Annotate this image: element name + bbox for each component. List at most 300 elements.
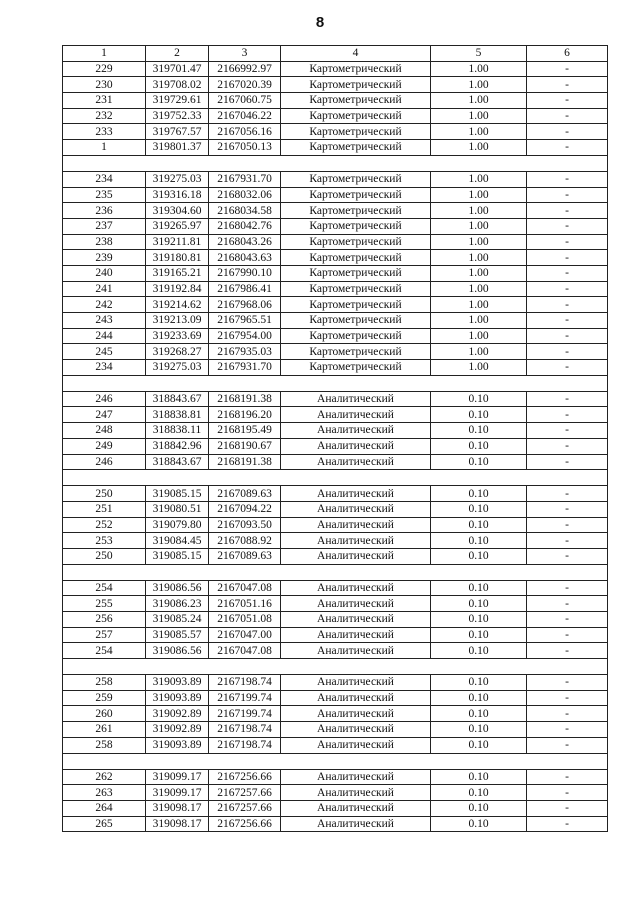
y-coordinate-cell: 2168042.76 — [209, 218, 281, 234]
y-coordinate-cell: 2167047.08 — [209, 643, 281, 659]
point-number-cell: 243 — [63, 313, 146, 329]
method-cell: Аналитический — [281, 596, 431, 612]
y-coordinate-cell: 2167089.63 — [209, 548, 281, 564]
method-cell: Аналитический — [281, 785, 431, 801]
accuracy-cell: 1.00 — [431, 297, 527, 313]
x-coordinate-cell: 318838.81 — [146, 407, 209, 423]
table-row — [63, 816, 608, 832]
accuracy-cell: 0.10 — [431, 580, 527, 596]
table-row — [63, 643, 608, 659]
method-cell: Картометрический — [281, 328, 431, 344]
table-row — [63, 124, 608, 140]
description-cell: - — [527, 627, 608, 643]
description-cell: - — [527, 486, 608, 502]
table-row — [63, 596, 608, 612]
accuracy-cell: 1.00 — [431, 140, 527, 156]
table-row — [63, 140, 608, 156]
y-coordinate-cell: 2167056.16 — [209, 124, 281, 140]
table-row — [63, 785, 608, 801]
separator-row — [63, 564, 608, 580]
y-coordinate-cell: 2167088.92 — [209, 533, 281, 549]
x-coordinate-cell: 319211.81 — [146, 234, 209, 250]
accuracy-cell: 0.10 — [431, 407, 527, 423]
table-row — [63, 407, 608, 423]
point-number-cell: 258 — [63, 737, 146, 753]
accuracy-cell: 1.00 — [431, 218, 527, 234]
x-coordinate-cell: 319093.89 — [146, 675, 209, 691]
description-cell: - — [527, 93, 608, 109]
x-coordinate-cell: 319275.03 — [146, 360, 209, 376]
table-row — [63, 391, 608, 407]
y-coordinate-cell: 2166992.97 — [209, 61, 281, 77]
y-coordinate-cell: 2167931.70 — [209, 360, 281, 376]
y-coordinate-cell: 2167198.74 — [209, 675, 281, 691]
x-coordinate-cell: 319099.17 — [146, 785, 209, 801]
description-cell: - — [527, 344, 608, 360]
method-cell: Аналитический — [281, 612, 431, 628]
x-coordinate-cell: 318843.67 — [146, 454, 209, 470]
table-row — [63, 265, 608, 281]
x-coordinate-cell: 319192.84 — [146, 281, 209, 297]
y-coordinate-cell: 2167094.22 — [209, 501, 281, 517]
column-header-5: 5 — [431, 46, 527, 62]
table-row — [63, 108, 608, 124]
coordinates-table — [62, 45, 608, 832]
method-cell: Картометрический — [281, 61, 431, 77]
point-number-cell: 236 — [63, 203, 146, 219]
y-coordinate-cell: 2167051.08 — [209, 612, 281, 628]
accuracy-cell: 1.00 — [431, 61, 527, 77]
accuracy-cell: 0.10 — [431, 533, 527, 549]
accuracy-cell: 0.10 — [431, 675, 527, 691]
accuracy-cell: 0.10 — [431, 438, 527, 454]
method-cell: Аналитический — [281, 407, 431, 423]
x-coordinate-cell: 319084.45 — [146, 533, 209, 549]
description-cell: - — [527, 391, 608, 407]
point-number-cell: 234 — [63, 171, 146, 187]
point-number-cell: 260 — [63, 706, 146, 722]
x-coordinate-cell: 319085.57 — [146, 627, 209, 643]
table-row — [63, 533, 608, 549]
table-row — [63, 281, 608, 297]
table-row — [63, 93, 608, 109]
accuracy-cell: 0.10 — [431, 423, 527, 439]
table-row — [63, 769, 608, 785]
separator-row — [63, 470, 608, 486]
y-coordinate-cell: 2167060.75 — [209, 93, 281, 109]
separator-cell — [63, 375, 608, 391]
table-row — [63, 171, 608, 187]
y-coordinate-cell: 2167093.50 — [209, 517, 281, 533]
y-coordinate-cell: 2167965.51 — [209, 313, 281, 329]
y-coordinate-cell: 2167020.39 — [209, 77, 281, 93]
separator-row — [63, 375, 608, 391]
accuracy-cell: 0.10 — [431, 800, 527, 816]
point-number-cell: 255 — [63, 596, 146, 612]
table-row — [63, 187, 608, 203]
point-number-cell: 264 — [63, 800, 146, 816]
point-number-cell: 263 — [63, 785, 146, 801]
point-number-cell: 250 — [63, 548, 146, 564]
description-cell: - — [527, 281, 608, 297]
description-cell: - — [527, 501, 608, 517]
description-cell: - — [527, 187, 608, 203]
y-coordinate-cell: 2167990.10 — [209, 265, 281, 281]
point-number-cell: 240 — [63, 265, 146, 281]
accuracy-cell: 0.10 — [431, 706, 527, 722]
table-row — [63, 61, 608, 77]
x-coordinate-cell: 319275.03 — [146, 171, 209, 187]
point-number-cell: 265 — [63, 816, 146, 832]
x-coordinate-cell: 319265.97 — [146, 218, 209, 234]
description-cell: - — [527, 596, 608, 612]
table-row — [63, 360, 608, 376]
accuracy-cell: 1.00 — [431, 203, 527, 219]
accuracy-cell: 1.00 — [431, 108, 527, 124]
description-cell: - — [527, 533, 608, 549]
method-cell: Картометрический — [281, 360, 431, 376]
method-cell: Картометрический — [281, 108, 431, 124]
accuracy-cell: 1.00 — [431, 265, 527, 281]
description-cell: - — [527, 438, 608, 454]
x-coordinate-cell: 319233.69 — [146, 328, 209, 344]
accuracy-cell: 1.00 — [431, 234, 527, 250]
accuracy-cell: 0.10 — [431, 486, 527, 502]
method-cell: Аналитический — [281, 454, 431, 470]
x-coordinate-cell: 319268.27 — [146, 344, 209, 360]
description-cell: - — [527, 423, 608, 439]
point-number-cell: 231 — [63, 93, 146, 109]
y-coordinate-cell: 2167198.74 — [209, 737, 281, 753]
accuracy-cell: 0.10 — [431, 722, 527, 738]
description-cell: - — [527, 124, 608, 140]
point-number-cell: 235 — [63, 187, 146, 203]
table-row — [63, 737, 608, 753]
method-cell: Аналитический — [281, 675, 431, 691]
accuracy-cell: 1.00 — [431, 344, 527, 360]
description-cell: - — [527, 77, 608, 93]
column-header-6: 6 — [527, 46, 608, 62]
accuracy-cell: 0.10 — [431, 391, 527, 407]
accuracy-cell: 0.10 — [431, 596, 527, 612]
method-cell: Аналитический — [281, 391, 431, 407]
y-coordinate-cell: 2167198.74 — [209, 722, 281, 738]
description-cell: - — [527, 675, 608, 691]
description-cell: - — [527, 234, 608, 250]
x-coordinate-cell: 319092.89 — [146, 706, 209, 722]
method-cell: Картометрический — [281, 187, 431, 203]
method-cell: Картометрический — [281, 203, 431, 219]
accuracy-cell: 1.00 — [431, 77, 527, 93]
description-cell: - — [527, 108, 608, 124]
description-cell: - — [527, 203, 608, 219]
table-row — [63, 297, 608, 313]
column-header-3: 3 — [209, 46, 281, 62]
point-number-cell: 230 — [63, 77, 146, 93]
y-coordinate-cell: 2168191.38 — [209, 454, 281, 470]
method-cell: Аналитический — [281, 627, 431, 643]
x-coordinate-cell: 318842.96 — [146, 438, 209, 454]
method-cell: Картометрический — [281, 93, 431, 109]
method-cell: Аналитический — [281, 486, 431, 502]
point-number-cell: 262 — [63, 769, 146, 785]
point-number-cell: 251 — [63, 501, 146, 517]
method-cell: Картометрический — [281, 250, 431, 266]
y-coordinate-cell: 2167968.06 — [209, 297, 281, 313]
separator-cell — [63, 753, 608, 769]
y-coordinate-cell: 2168191.38 — [209, 391, 281, 407]
y-coordinate-cell: 2167047.08 — [209, 580, 281, 596]
method-cell: Аналитический — [281, 643, 431, 659]
accuracy-cell: 1.00 — [431, 171, 527, 187]
description-cell: - — [527, 800, 608, 816]
y-coordinate-cell: 2167047.00 — [209, 627, 281, 643]
y-coordinate-cell: 2167046.22 — [209, 108, 281, 124]
x-coordinate-cell: 319165.21 — [146, 265, 209, 281]
description-cell: - — [527, 61, 608, 77]
x-coordinate-cell: 319086.23 — [146, 596, 209, 612]
point-number-cell: 246 — [63, 454, 146, 470]
accuracy-cell: 0.10 — [431, 769, 527, 785]
description-cell: - — [527, 517, 608, 533]
x-coordinate-cell: 319214.62 — [146, 297, 209, 313]
x-coordinate-cell: 319801.37 — [146, 140, 209, 156]
method-cell: Картометрический — [281, 344, 431, 360]
x-coordinate-cell: 319086.56 — [146, 580, 209, 596]
table-row — [63, 454, 608, 470]
method-cell: Картометрический — [281, 297, 431, 313]
x-coordinate-cell: 319316.18 — [146, 187, 209, 203]
point-number-cell: 261 — [63, 722, 146, 738]
method-cell: Аналитический — [281, 548, 431, 564]
point-number-cell: 229 — [63, 61, 146, 77]
y-coordinate-cell: 2167935.03 — [209, 344, 281, 360]
method-cell: Аналитический — [281, 722, 431, 738]
table-row — [63, 423, 608, 439]
table-row — [63, 706, 608, 722]
method-cell: Картометрический — [281, 77, 431, 93]
method-cell: Аналитический — [281, 816, 431, 832]
description-cell: - — [527, 722, 608, 738]
x-coordinate-cell: 319701.47 — [146, 61, 209, 77]
y-coordinate-cell: 2167931.70 — [209, 171, 281, 187]
y-coordinate-cell: 2167199.74 — [209, 690, 281, 706]
method-cell: Аналитический — [281, 423, 431, 439]
description-cell: - — [527, 328, 608, 344]
table-row — [63, 486, 608, 502]
table-row — [63, 501, 608, 517]
description-cell: - — [527, 407, 608, 423]
table-row — [63, 517, 608, 533]
accuracy-cell: 0.10 — [431, 690, 527, 706]
table-row — [63, 438, 608, 454]
point-number-cell: 248 — [63, 423, 146, 439]
y-coordinate-cell: 2168034.58 — [209, 203, 281, 219]
y-coordinate-cell: 2167050.13 — [209, 140, 281, 156]
x-coordinate-cell: 318843.67 — [146, 391, 209, 407]
accuracy-cell: 1.00 — [431, 187, 527, 203]
description-cell: - — [527, 816, 608, 832]
accuracy-cell: 0.10 — [431, 517, 527, 533]
point-number-cell: 233 — [63, 124, 146, 140]
point-number-cell: 232 — [63, 108, 146, 124]
method-cell: Аналитический — [281, 533, 431, 549]
x-coordinate-cell: 319767.57 — [146, 124, 209, 140]
accuracy-cell: 0.10 — [431, 501, 527, 517]
table-row — [63, 675, 608, 691]
description-cell: - — [527, 140, 608, 156]
y-coordinate-cell: 2168195.49 — [209, 423, 281, 439]
description-cell: - — [527, 612, 608, 628]
accuracy-cell: 0.10 — [431, 816, 527, 832]
method-cell: Аналитический — [281, 690, 431, 706]
point-number-cell: 250 — [63, 486, 146, 502]
x-coordinate-cell: 319085.24 — [146, 612, 209, 628]
x-coordinate-cell: 319180.81 — [146, 250, 209, 266]
method-cell: Аналитический — [281, 706, 431, 722]
accuracy-cell: 0.10 — [431, 454, 527, 470]
point-number-cell: 237 — [63, 218, 146, 234]
x-coordinate-cell: 319708.02 — [146, 77, 209, 93]
accuracy-cell: 1.00 — [431, 360, 527, 376]
description-cell: - — [527, 250, 608, 266]
separator-row — [63, 753, 608, 769]
x-coordinate-cell: 319085.15 — [146, 486, 209, 502]
separator-cell — [63, 659, 608, 675]
description-cell: - — [527, 313, 608, 329]
table-row — [63, 328, 608, 344]
description-cell: - — [527, 297, 608, 313]
x-coordinate-cell: 319304.60 — [146, 203, 209, 219]
table-row — [63, 250, 608, 266]
y-coordinate-cell: 2168190.67 — [209, 438, 281, 454]
accuracy-cell: 0.10 — [431, 737, 527, 753]
method-cell: Картометрический — [281, 281, 431, 297]
point-number-cell: 252 — [63, 517, 146, 533]
x-coordinate-cell: 319093.89 — [146, 690, 209, 706]
accuracy-cell: 1.00 — [431, 250, 527, 266]
accuracy-cell: 1.00 — [431, 93, 527, 109]
separator-row — [63, 659, 608, 675]
x-coordinate-cell: 319080.51 — [146, 501, 209, 517]
point-number-cell: 241 — [63, 281, 146, 297]
table-row — [63, 313, 608, 329]
description-cell: - — [527, 769, 608, 785]
y-coordinate-cell: 2168196.20 — [209, 407, 281, 423]
accuracy-cell: 1.00 — [431, 281, 527, 297]
description-cell: - — [527, 265, 608, 281]
y-coordinate-cell: 2167954.00 — [209, 328, 281, 344]
point-number-cell: 244 — [63, 328, 146, 344]
table-row — [63, 690, 608, 706]
y-coordinate-cell: 2167257.66 — [209, 785, 281, 801]
method-cell: Картометрический — [281, 124, 431, 140]
method-cell: Аналитический — [281, 800, 431, 816]
separator-cell — [63, 155, 608, 171]
table-row — [63, 344, 608, 360]
accuracy-cell: 0.10 — [431, 612, 527, 628]
x-coordinate-cell: 319079.80 — [146, 517, 209, 533]
table-body — [63, 61, 608, 832]
accuracy-cell: 1.00 — [431, 313, 527, 329]
x-coordinate-cell: 319093.89 — [146, 737, 209, 753]
table-row — [63, 203, 608, 219]
description-cell: - — [527, 737, 608, 753]
x-coordinate-cell: 319092.89 — [146, 722, 209, 738]
y-coordinate-cell: 2167199.74 — [209, 706, 281, 722]
y-coordinate-cell: 2168043.26 — [209, 234, 281, 250]
separator-row — [63, 155, 608, 171]
point-number-cell: 259 — [63, 690, 146, 706]
column-header-4: 4 — [281, 46, 431, 62]
x-coordinate-cell: 319098.17 — [146, 800, 209, 816]
point-number-cell: 247 — [63, 407, 146, 423]
x-coordinate-cell: 319213.09 — [146, 313, 209, 329]
y-coordinate-cell: 2167986.41 — [209, 281, 281, 297]
point-number-cell: 257 — [63, 627, 146, 643]
table-row — [63, 548, 608, 564]
point-number-cell: 246 — [63, 391, 146, 407]
point-number-cell: 253 — [63, 533, 146, 549]
accuracy-cell: 0.10 — [431, 548, 527, 564]
table-row — [63, 612, 608, 628]
page-number: 8 — [315, 14, 325, 31]
y-coordinate-cell: 2167256.66 — [209, 816, 281, 832]
table-header — [63, 46, 608, 62]
accuracy-cell: 0.10 — [431, 785, 527, 801]
y-coordinate-cell: 2167257.66 — [209, 800, 281, 816]
table-row — [63, 722, 608, 738]
description-cell: - — [527, 360, 608, 376]
method-cell: Аналитический — [281, 438, 431, 454]
table-row — [63, 800, 608, 816]
y-coordinate-cell: 2167256.66 — [209, 769, 281, 785]
table-row — [63, 77, 608, 93]
point-number-cell: 258 — [63, 675, 146, 691]
table-row — [63, 218, 608, 234]
description-cell: - — [527, 548, 608, 564]
description-cell: - — [527, 690, 608, 706]
method-cell: Аналитический — [281, 517, 431, 533]
description-cell: - — [527, 706, 608, 722]
accuracy-cell: 1.00 — [431, 328, 527, 344]
method-cell: Картометрический — [281, 171, 431, 187]
method-cell: Картометрический — [281, 218, 431, 234]
method-cell: Аналитический — [281, 737, 431, 753]
point-number-cell: 234 — [63, 360, 146, 376]
method-cell: Аналитический — [281, 501, 431, 517]
method-cell: Аналитический — [281, 580, 431, 596]
table-row — [63, 627, 608, 643]
y-coordinate-cell: 2168032.06 — [209, 187, 281, 203]
description-cell: - — [527, 785, 608, 801]
x-coordinate-cell: 319729.61 — [146, 93, 209, 109]
x-coordinate-cell: 319098.17 — [146, 816, 209, 832]
point-number-cell: 245 — [63, 344, 146, 360]
point-number-cell: 249 — [63, 438, 146, 454]
description-cell: - — [527, 643, 608, 659]
y-coordinate-cell: 2167089.63 — [209, 486, 281, 502]
method-cell: Картометрический — [281, 265, 431, 281]
x-coordinate-cell: 319752.33 — [146, 108, 209, 124]
method-cell: Картометрический — [281, 140, 431, 156]
x-coordinate-cell: 319099.17 — [146, 769, 209, 785]
accuracy-cell: 0.10 — [431, 643, 527, 659]
description-cell: - — [527, 580, 608, 596]
point-number-cell: 242 — [63, 297, 146, 313]
accuracy-cell: 0.10 — [431, 627, 527, 643]
point-number-cell: 238 — [63, 234, 146, 250]
